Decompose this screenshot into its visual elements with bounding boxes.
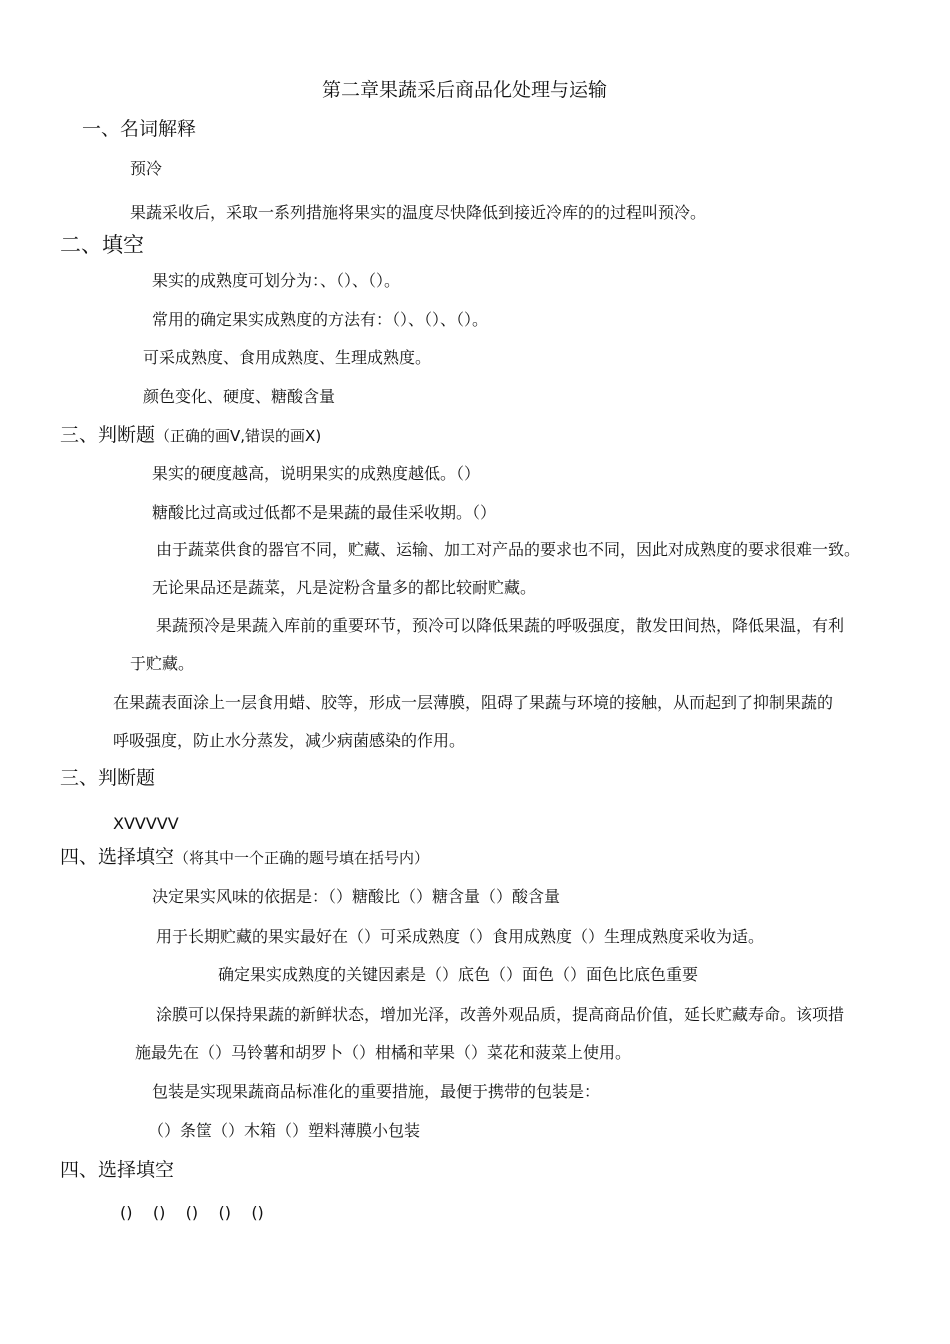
term-precooling: 预冷 [130,159,163,178]
tf-question-6-line1: 在果蔬表面涂上一层食用蜡、胶等，形成一层薄膜，阻碍了果蔬与环境的接触，从而起到了抑制果蔬的 [113,693,834,712]
section-heading-true-false-answers: 三、判断题 [60,767,156,789]
section-heading-choice-answers: 四、选择填空 [60,1159,175,1181]
choice-answers: () () () () () [120,1203,264,1222]
tf-question-3: 由于蔬菜供食的器官不同，贮藏、运输、加工对产品的要求也不同，因此对成熟度的要求很难一致。 [156,540,861,559]
fill-answer-2: 颜色变化、硬度、糖酸含量 [143,387,336,406]
tf-question-5-line2: 于贮藏。 [130,654,195,673]
section-heading-fill-blank: 二、填空 [60,233,144,257]
section-heading-choice: 四、选择填空（将其中一个正确的题号填在括号内） [60,846,430,868]
tf-question-1: 果实的硬度越高，说明果实的成熟度越低。（） [152,464,481,483]
definition-answer: 果蔬采收后，采取一系列措施将果实的温度尽快降低到接近冷库的的过程叫预冷。 [130,203,707,222]
page-title: 第二章果蔬采后商品化处理与运输 [322,79,608,101]
tf-answers: XVVVVV [113,814,179,833]
tf-question-4: 无论果品还是蔬菜，凡是淀粉含量多的都比较耐贮藏。 [152,578,537,597]
tf-question-6-line2: 呼吸强度，防止水分蒸发，减少病菌感染的作用。 [113,731,466,750]
section-heading-definitions: 一、名词解释 [82,118,197,140]
choice-question-5-line2: （）条筐（）木箱（）塑料薄膜小包装 [148,1121,421,1140]
choice-question-4-line2: 施最先在（）马铃薯和胡罗卜（）柑橘和苹果（）菜花和菠菜上使用。 [135,1043,632,1062]
tf-question-5-line1: 果蔬预冷是果蔬入库前的重要环节，预冷可以降低果蔬的呼吸强度，散发田间热，降低果温，有利 [156,616,845,635]
choice-question-3: 确定果实成熟度的关键因素是（）底色（）面色（）面色比底色重要 [218,965,699,984]
tf-question-2: 糖酸比过高或过低都不是果蔬的最佳采收期。（） [152,503,497,522]
heading-note: （将其中一个正确的题号填在括号内） [174,849,430,867]
fill-answer-1: 可采成熟度、食用成熟度、生理成熟度。 [143,348,432,367]
heading-note: （正确的画V,错误的画X) [155,427,322,445]
fill-question-2: 常用的确定果实成熟度的方法有：（）、（）、（）。 [152,310,489,329]
choice-question-5-line1: 包装是实现果蔬商品标准化的重要措施，最便于携带的包装是： [152,1082,601,1101]
section-heading-true-false: 三、判断题（正确的画V,错误的画X) [60,424,322,446]
choice-question-1: 决定果实风味的依据是：（）糖酸比（）糖含量（）酸含量 [152,887,561,906]
fill-question-1: 果实的成熟度可划分为：、（）、（）。 [152,271,401,290]
choice-question-4-line1: 涂膜可以保持果蔬的新鲜状态，增加光泽，改善外观品质，提高商品价值，延长贮藏寿命。该项措 [156,1005,845,1024]
choice-question-2: 用于长期贮藏的果实最好在（）可采成熟度（）食用成熟度（）生理成熟度采收为适。 [156,927,765,946]
